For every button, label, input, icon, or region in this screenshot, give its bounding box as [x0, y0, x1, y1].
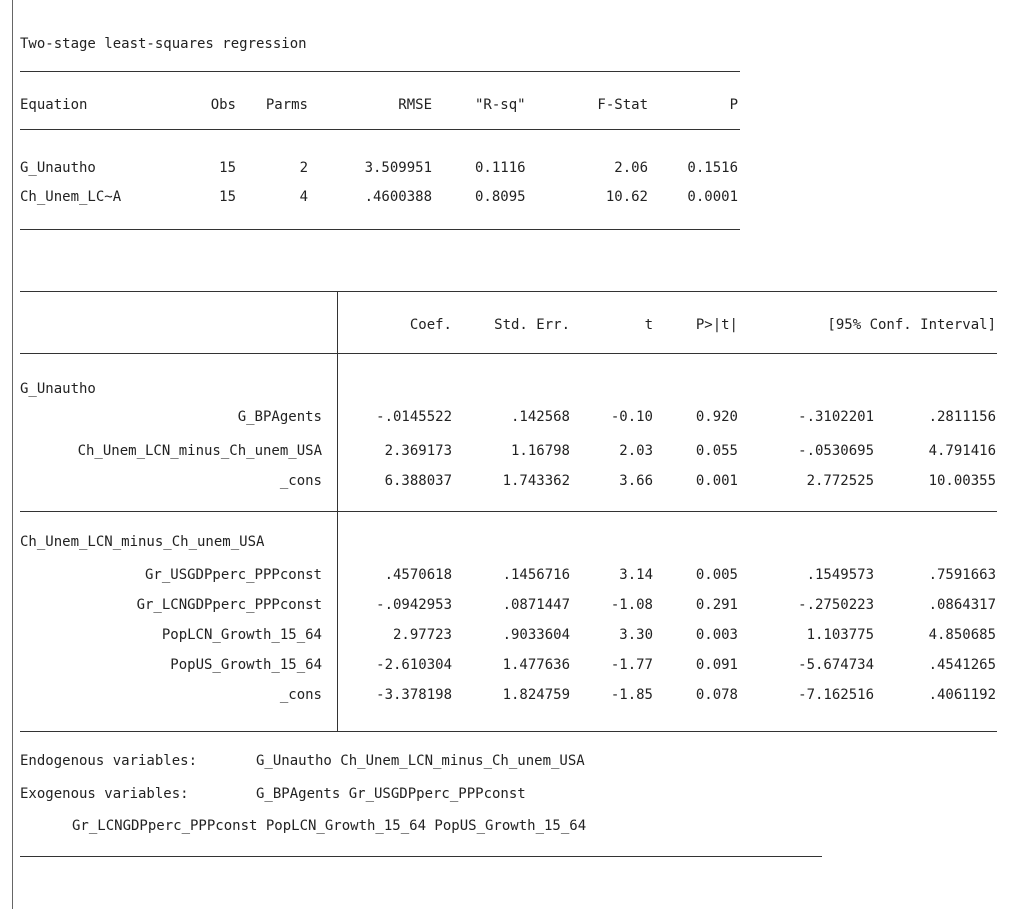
ci-lower: 1.103775: [806, 627, 874, 643]
output-title: Two-stage least-squares regression: [20, 36, 307, 52]
p-value: 0.005: [695, 567, 738, 583]
ci-lower: -7.162516: [798, 687, 874, 703]
coef-var-name: PopLCN_Growth_15_64: [161, 627, 322, 643]
summary-col-rsq: "R-sq": [475, 97, 526, 113]
p-value: 0.091: [695, 657, 738, 673]
coef-value: 2.97723: [392, 627, 452, 643]
ci-lower: 2.772525: [806, 473, 874, 489]
coef-value: 2.369173: [384, 443, 452, 459]
summary-header-rule: [20, 129, 740, 130]
coef-var-name: PopUS_Growth_15_64: [170, 657, 322, 673]
ci-lower: -.0530695: [798, 443, 874, 459]
ci-upper: .0864317: [928, 597, 996, 613]
endogenous-label: Endogenous variables:: [20, 753, 198, 769]
t-value: 3.14: [619, 567, 653, 583]
t-value: -1.08: [610, 597, 653, 613]
p-value: 0.291: [695, 597, 738, 613]
stderr-value: .142568: [510, 409, 570, 425]
coef-col-t: t: [644, 317, 653, 333]
coef-value: 6.388037: [384, 473, 452, 489]
summary-col-fstat: F-Stat: [597, 97, 648, 113]
summary-top-rule: [20, 71, 740, 72]
stderr-value: 1.824759: [502, 687, 570, 703]
t-value: -1.77: [610, 657, 653, 673]
summary-col-p: P: [729, 97, 738, 113]
p-value: 0.055: [695, 443, 738, 459]
coef-var-name: Ch_Unem_LCN_minus_Ch_unem_USA: [77, 443, 322, 459]
stderr-value: .9033604: [502, 627, 570, 643]
ci-upper: 4.850685: [928, 627, 996, 643]
coef-bottom-rule: [20, 731, 997, 732]
t-value: 2.03: [619, 443, 653, 459]
summary-cell-p: 0.1516: [687, 160, 738, 176]
coef-var-name: Gr_USGDPperc_PPPconst: [144, 567, 322, 583]
stderr-value: .0871447: [502, 597, 570, 613]
summary-cell-rmse: 3.509951: [364, 160, 432, 176]
summary-cell-equation: Ch_Unem_LC~A: [20, 189, 122, 205]
p-value: 0.920: [695, 409, 738, 425]
t-value: -1.85: [610, 687, 653, 703]
group-divider-rule: [20, 511, 997, 512]
stderr-value: 1.477636: [502, 657, 570, 673]
ci-upper: .2811156: [928, 409, 996, 425]
summary-cell-rsq: 0.1116: [475, 160, 526, 176]
ci-upper: 10.00355: [928, 473, 996, 489]
coef-col-stderr: Std. Err.: [494, 317, 570, 333]
coef-var-name: G_BPAgents: [237, 409, 322, 425]
summary-bottom-rule: [20, 229, 740, 230]
coef-value: -.0145522: [376, 409, 452, 425]
equation-label: G_Unautho: [20, 381, 96, 397]
summary-cell-rmse: .4600388: [364, 189, 432, 205]
summary-col-equation: Equation: [20, 97, 88, 113]
ci-lower: -5.674734: [798, 657, 874, 673]
ci-lower: -.2750223: [798, 597, 874, 613]
summary-cell-fstat: 10.62: [605, 189, 648, 205]
exogenous-vars-line1: G_BPAgents Gr_USGDPperc_PPPconst: [256, 786, 526, 802]
coef-var-name: Gr_LCNGDPperc_PPPconst: [136, 597, 322, 613]
coef-var-name: _cons: [279, 687, 322, 703]
summary-cell-fstat: 2.06: [614, 160, 648, 176]
ci-lower: .1549573: [806, 567, 874, 583]
exogenous-vars-line2: Gr_LCNGDPperc_PPPconst PopLCN_Growth_15_64 PopUS_Growth_15_64: [72, 818, 587, 834]
endogenous-vars: G_Unautho Ch_Unem_LCN_minus_Ch_unem_USA: [256, 753, 585, 769]
summary-cell-p: 0.0001: [687, 189, 738, 205]
t-value: 3.66: [619, 473, 653, 489]
ci-upper: .7591663: [928, 567, 996, 583]
stderr-value: .1456716: [502, 567, 570, 583]
stderr-value: 1.16798: [510, 443, 570, 459]
coef-value: -.0942953: [376, 597, 452, 613]
equation-label: Ch_Unem_LCN_minus_Ch_unem_USA: [20, 534, 265, 550]
summary-col-parms: Parms: [265, 97, 308, 113]
coef-var-name: _cons: [279, 473, 322, 489]
coef-col-pvalue: P>|t|: [695, 317, 738, 333]
ci-upper: .4541265: [928, 657, 996, 673]
summary-col-obs: Obs: [210, 97, 236, 113]
summary-cell-obs: 15: [219, 160, 236, 176]
p-value: 0.001: [695, 473, 738, 489]
exogenous-label: Exogenous variables:: [20, 786, 189, 802]
coef-value: -2.610304: [376, 657, 452, 673]
p-value: 0.003: [695, 627, 738, 643]
stderr-value: 1.743362: [502, 473, 570, 489]
ci-lower: -.3102201: [798, 409, 874, 425]
footer-bottom-rule: [20, 856, 822, 857]
coef-value: .4570618: [384, 567, 452, 583]
t-value: -0.10: [610, 409, 653, 425]
summary-cell-parms: 4: [299, 189, 308, 205]
coef-col-coef: Coef.: [409, 317, 452, 333]
p-value: 0.078: [695, 687, 738, 703]
summary-cell-obs: 15: [219, 189, 236, 205]
coef-top-rule: [20, 291, 997, 292]
window-left-border: [12, 0, 13, 909]
ci-upper: .4061192: [928, 687, 996, 703]
t-value: 3.30: [619, 627, 653, 643]
summary-cell-equation: G_Unautho: [20, 160, 96, 176]
summary-cell-rsq: 0.8095: [475, 189, 526, 205]
ci-upper: 4.791416: [928, 443, 996, 459]
coef-header-rule: [20, 353, 997, 354]
summary-col-rmse: RMSE: [398, 97, 432, 113]
coef-value: -3.378198: [376, 687, 452, 703]
coef-col-confint: [95% Conf. Interval]: [827, 317, 996, 333]
summary-cell-parms: 2: [299, 160, 308, 176]
